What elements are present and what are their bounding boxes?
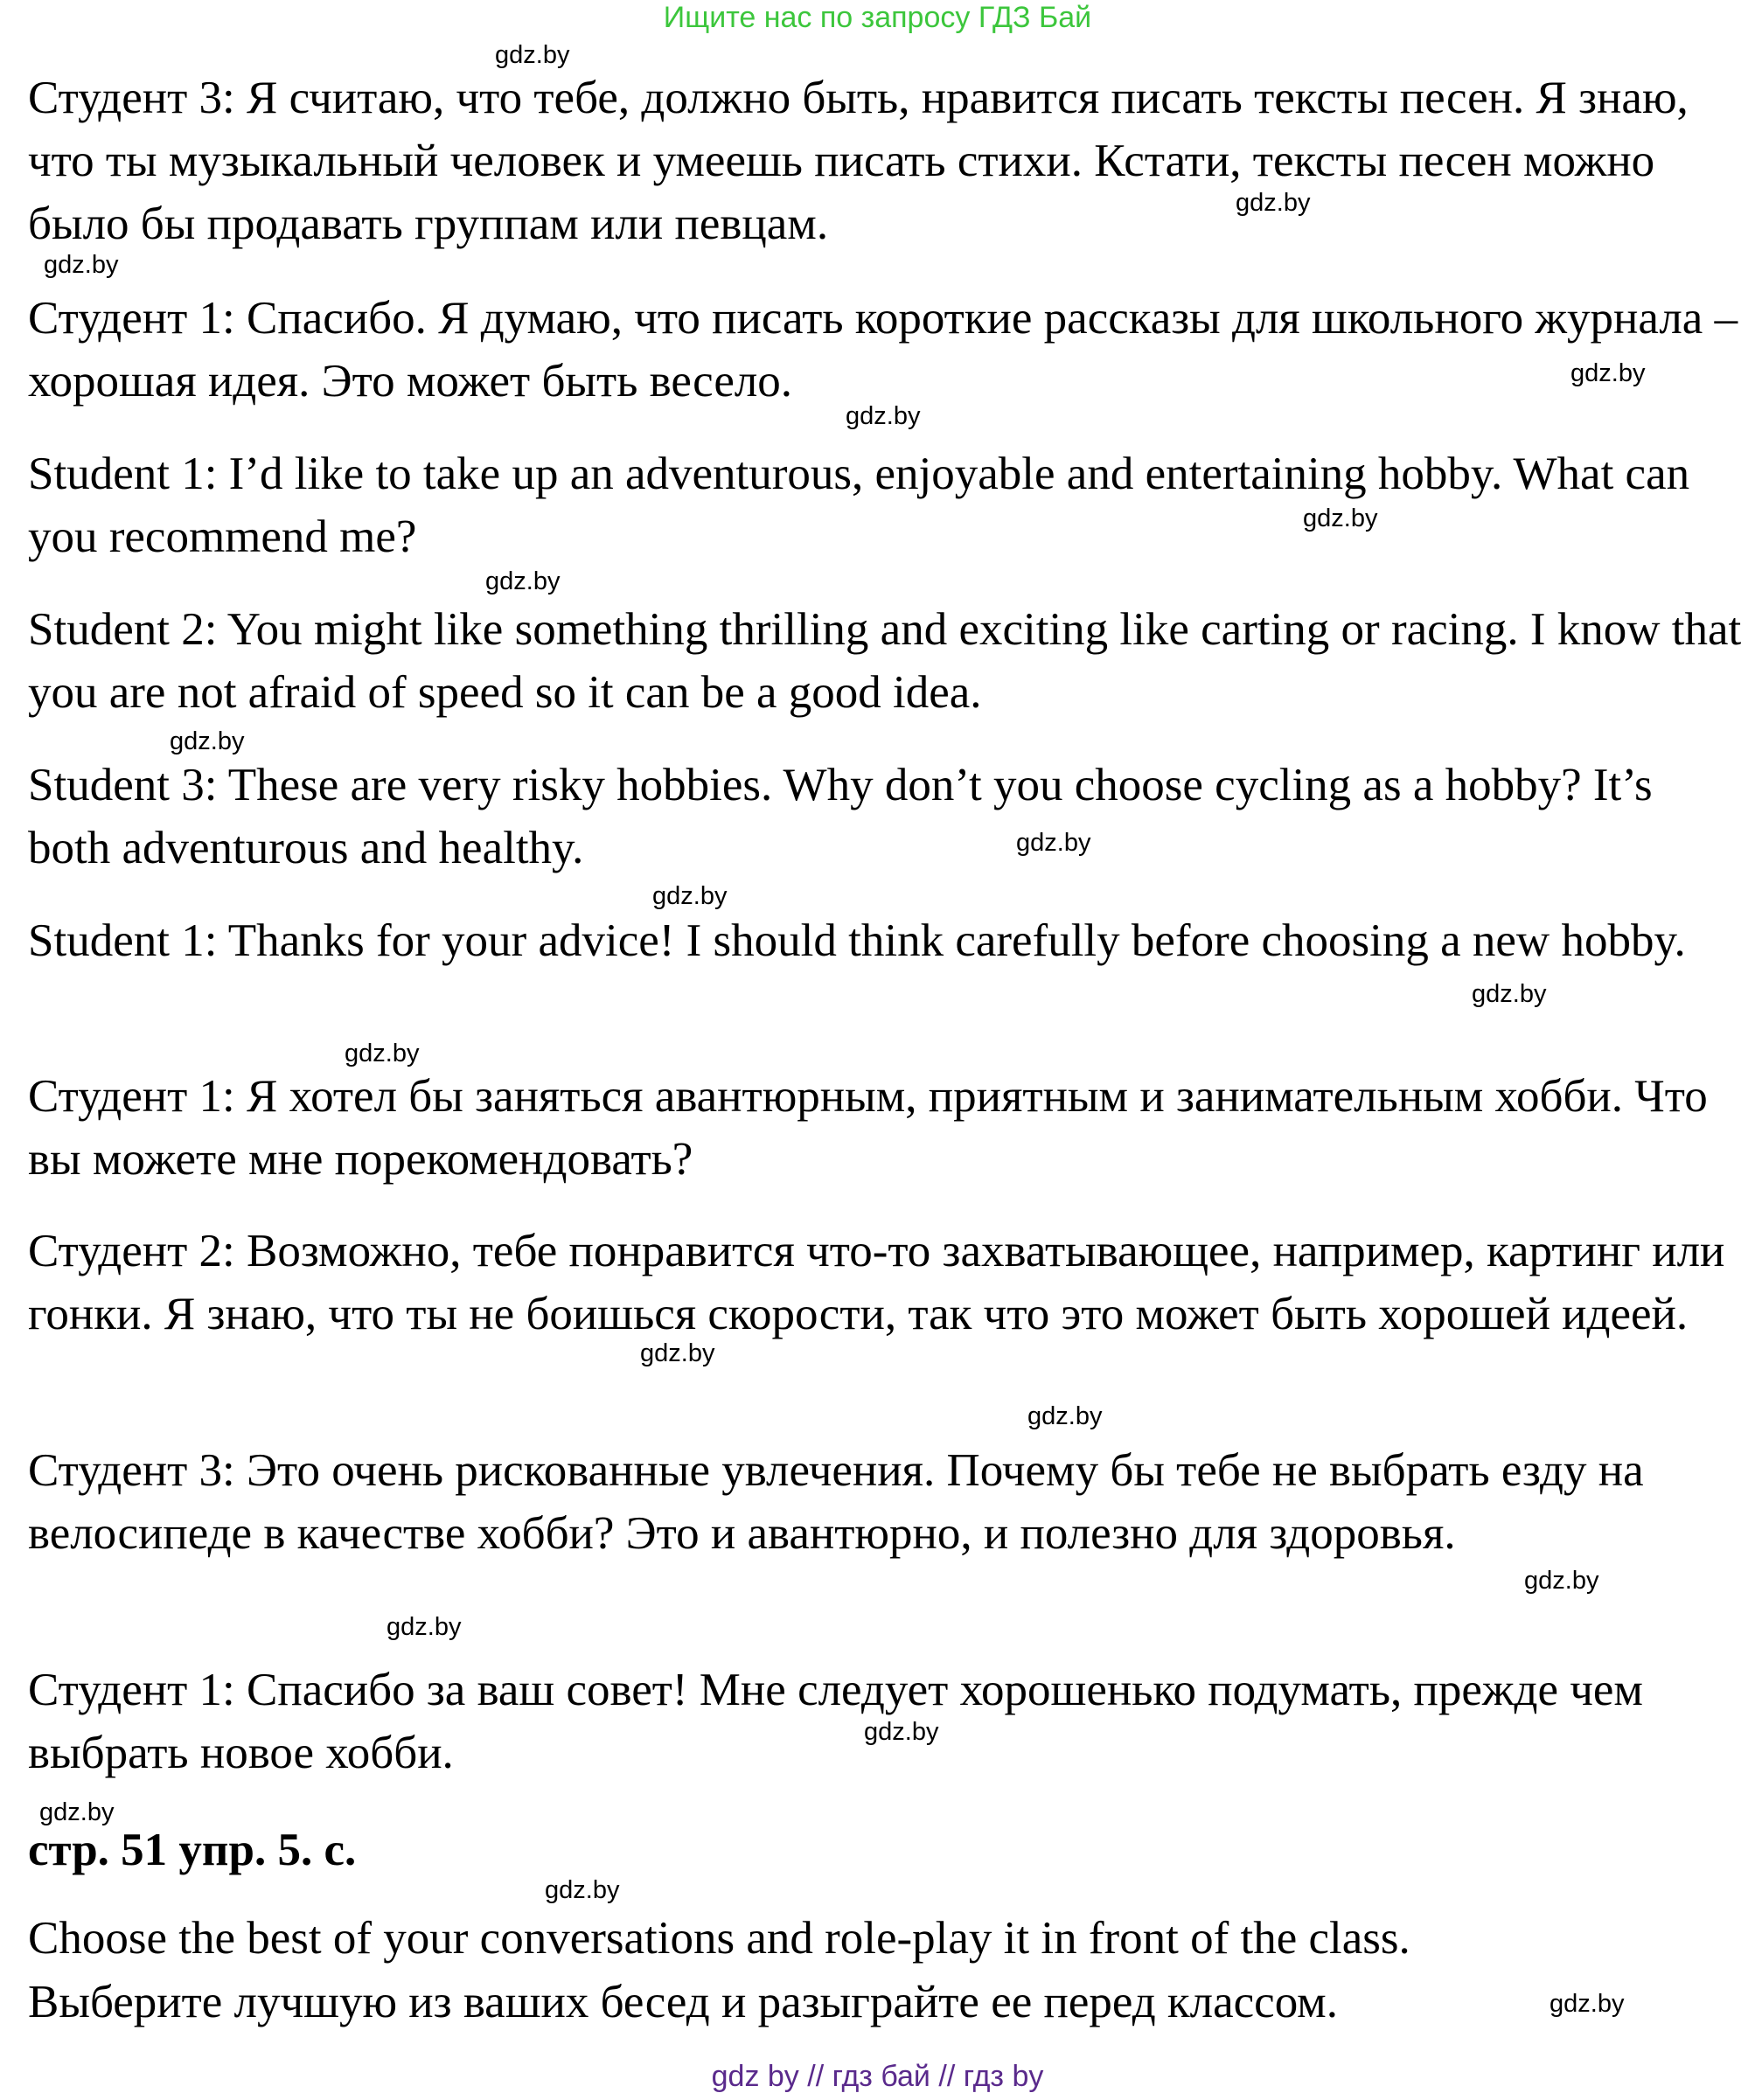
watermark: gdz.by: [640, 1339, 715, 1367]
watermark: gdz.by: [652, 882, 728, 910]
paragraph-ru-student-2-racing: Студент 2: Возможно, тебе понравится что-то захватывающее, например, картинг или гонки. Я знаю, что ты не боишься скорости, так что это может быть хорошей идеей.: [28, 1226, 1725, 1339]
paragraph-en-student-1-question: Student 1: I’d like to take up an adventurous, enjoyable and entertaining hobby. What can you recommend me?: [28, 449, 1690, 562]
watermark: gdz.by: [1016, 829, 1091, 857]
paragraph-ru-student-1-advice: Студент 1: Спасибо за ваш совет! Мне следует хорошенько подумать, прежде чем выбрать новое хобби.: [28, 1665, 1643, 1778]
paragraph-en-student-2-racing: Student 2: You might like something thrilling and exciting like carting or racing. I know that you are not afraid of speed so it can be a good idea.: [28, 604, 1742, 718]
watermark: gdz.by: [495, 41, 570, 69]
watermark: gdz.by: [864, 1718, 939, 1746]
paragraph-en-student-1-thanks: Student 1: Thanks for your advice! I should think carefully before choosing a new hobby.: [28, 915, 1686, 966]
watermark: gdz.by: [387, 1613, 462, 1641]
watermark: gdz.by: [345, 1040, 420, 1067]
watermark: gdz.by: [1550, 1990, 1625, 2018]
watermark: gdz.by: [1472, 980, 1547, 1008]
footer-links[interactable]: gdz by // гдз бай // гдз by: [711, 2060, 1044, 2093]
watermark: gdz.by: [846, 402, 921, 430]
watermark: gdz.by: [1236, 189, 1311, 217]
paragraph-ru-student-1-thanks: Студент 1: Спасибо. Я думаю, что писать короткие рассказы для школьного журнала – хорошая идея. Это может быть весело.: [28, 293, 1738, 407]
task-russian: Выберите лучшую из ваших бесед и разыграйте ее перед классом.: [28, 1977, 1338, 2027]
watermark: gdz.by: [39, 1798, 115, 1826]
watermark: gdz.by: [44, 251, 119, 279]
top-banner[interactable]: Ищите нас по запросу ГДЗ Бай: [663, 1, 1092, 34]
paragraph-ru-student-1-question: Студент 1: Я хотел бы заняться авантюрным, приятным и занимательным хобби. Что вы можете мне порекомендовать?: [28, 1071, 1708, 1185]
watermark: gdz.by: [1027, 1402, 1103, 1430]
paragraph-ru-student-3-cycling: Студент 3: Это очень рискованные увлечения. Почему бы тебе не выбрать езду на велосипеде в качестве хобби? Это и авантюрно, и полезно для здоровья.: [28, 1445, 1644, 1559]
watermark: gdz.by: [545, 1876, 620, 1904]
watermark: gdz.by: [1570, 359, 1646, 387]
task-english: Choose the best of your conversations and role-play it in front of the class.: [28, 1913, 1410, 1964]
watermark: gdz.by: [1524, 1567, 1599, 1595]
paragraph-en-student-3-cycling: Student 3: These are very risky hobbies. Why don’t you choose cycling as a hobby? It’s both adventurous and healthy.: [28, 760, 1653, 873]
watermark: gdz.by: [1303, 504, 1378, 532]
watermark: gdz.by: [485, 567, 561, 595]
paragraph-ru-student-3-songs: Студент 3: Я считаю, что тебе, должно быть, нравится писать тексты песен. Я знаю, что ты музыкальный человек и умеешь писать стихи. Кстати, тексты песен можно было бы продавать группам или певцам.: [28, 73, 1689, 249]
watermark: gdz.by: [170, 727, 245, 755]
exercise-heading: стр. 51 упр. 5. с.: [28, 1825, 357, 1875]
